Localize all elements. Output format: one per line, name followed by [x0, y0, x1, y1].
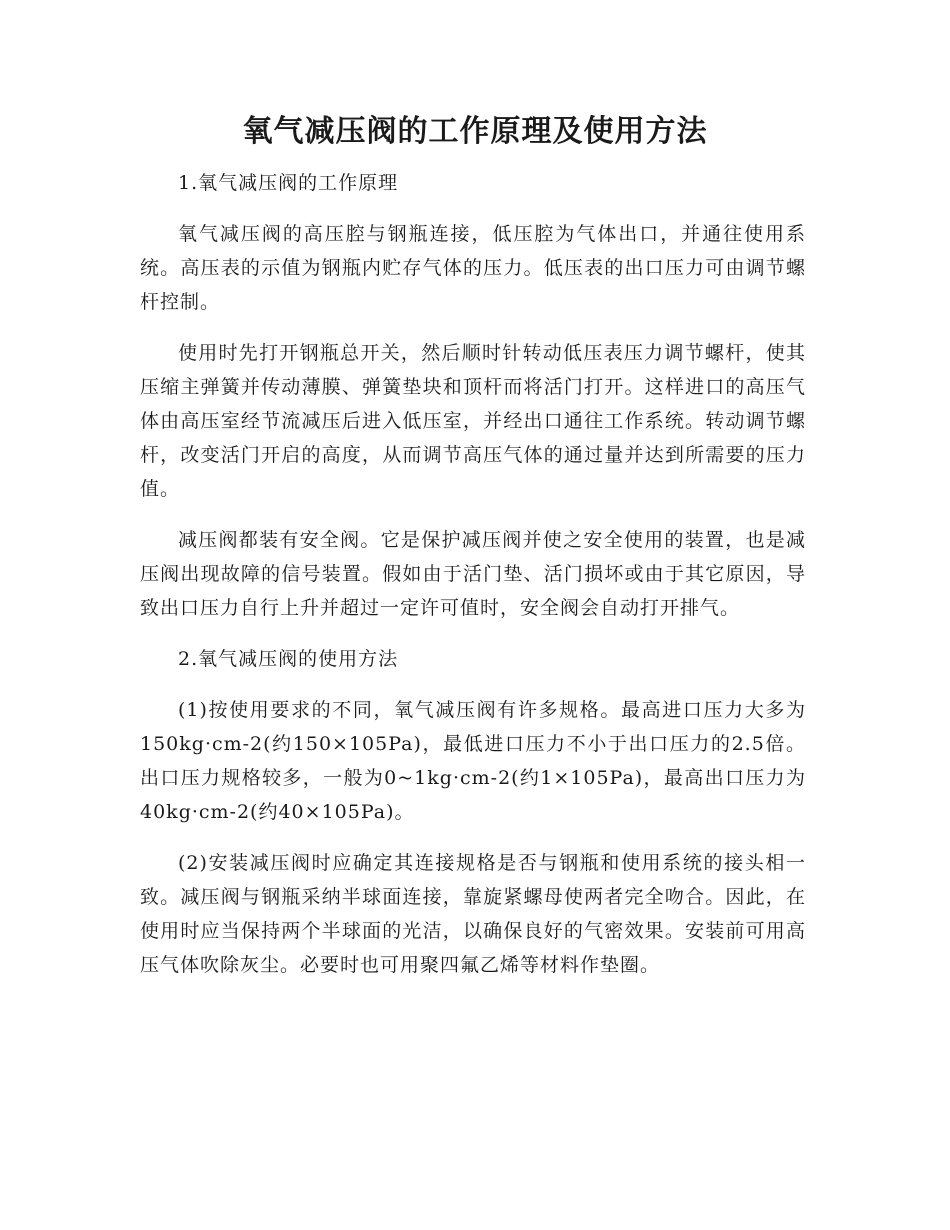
section-1-heading: 1.氧气减压阀的工作原理 [178, 172, 399, 194]
document-body [140, 166, 806, 999]
section-2-paragraph-1: (1)按使用要求的不同，氧气减压阀有许多规格。最高进口压力大多为150kg·cm-2(约150×105Pa)，最低进口压力不小于出口压力的2.5倍。出口压力规格较多，一般为0~1kg·cm-2(约1×105Pa)，最高出口压力为40kg·cm-2(约40×105Pa)。 [140, 699, 806, 823]
section-1-paragraph-3: 减压阀都装有安全阀。它是保护减压阀并使之安全使用的装置，也是减压阀出现故障的信号装置。假如由于活门垫、活门损坏或由于其它原因，导致出口压力自行上升并超过一定许可值时，安全阀会自动打开排气。 [140, 529, 806, 619]
section-2-paragraph-2: (2)安装减压阀时应确定其连接规格是否与钢瓶和使用系统的接头相一致。减压阀与钢瓶采纳半球面连接，靠旋紧螺母使两者完全吻合。因此，在使用时应当保持两个半球面的光洁，以确保良好的气密效果。安装前可用高压气体吹除灰尘。必要时也可用聚四氟乙烯等材料作垫圈。 [140, 852, 806, 976]
document-title: 氧气减压阀的工作原理及使用方法 [242, 114, 708, 149]
section-2-heading: 2.氧气减压阀的使用方法 [178, 648, 399, 670]
section-1-paragraph-2: 使用时先打开钢瓶总开关，然后顺时针转动低压表压力调节螺杆，使其压缩主弹簧并传动薄膜、弹簧垫块和顶杆而将活门打开。这样进口的高压气体由高压室经节流减压后进入低压室，并经出口通往工作系统。转动调节螺杆，改变活门开启的高度，从而调节高压气体的通过量并达到所需要的压力值。 [140, 342, 806, 500]
section-1-paragraph-1: 氧气减压阀的高压腔与钢瓶连接，低压腔为气体出口，并通往使用系统。高压表的示值为钢瓶内贮存气体的压力。低压表的出口压力可由调节螺杆控制。 [140, 223, 806, 313]
